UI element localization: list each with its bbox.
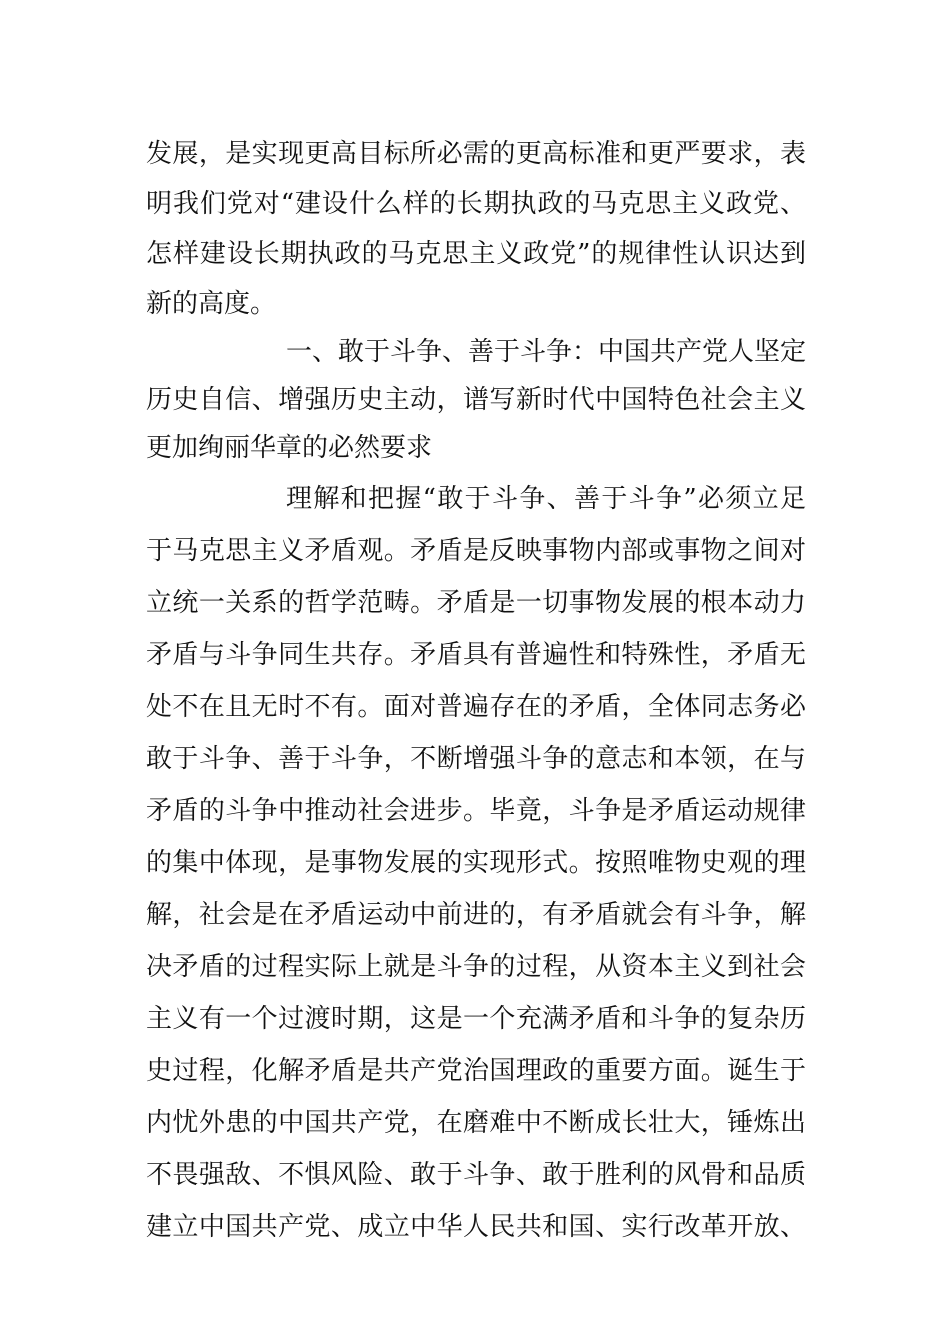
text-line: 内忧外患的中国共产党，在磨难中不断成长壮大，锤炼出 xyxy=(146,1108,806,1138)
text-line: 发展，是实现更高目标所必需的更高标准和更严要求，表 xyxy=(146,139,806,169)
text-line: 处不在且无时不有。面对普遍存在的矛盾，全体同志务必 xyxy=(146,692,806,722)
text-line: 矛盾与斗争同生共存。矛盾具有普遍性和特殊性，矛盾无 xyxy=(146,640,806,670)
heading-line: 更加绚丽华章的必然要求 xyxy=(146,433,433,463)
text-line: 主义有一个过渡时期，这是一个充满矛盾和斗争的复杂历 xyxy=(146,1004,806,1034)
section-heading xyxy=(146,337,806,463)
paragraph-1 xyxy=(146,139,806,319)
text-line: 怎样建设长期执政的马克思主义政党”的规律性认识达到 xyxy=(146,239,806,269)
text-line: 理解和把握“敢于斗争、善于斗争”必须立足 xyxy=(286,484,806,514)
text-line: 明我们党对“建设什么样的长期执政的马克思主义政党、 xyxy=(146,189,806,219)
text-line: 矛盾的斗争中推动社会进步。毕竟，斗争是矛盾运动规律 xyxy=(146,796,806,826)
text-line: 不畏强敌、不惧风险、敢于斗争、敢于胜利的风骨和品质 xyxy=(146,1160,806,1190)
heading-line: 一、敢于斗争、善于斗争：中国共产党人坚定 xyxy=(286,337,807,367)
text-line: 解，社会是在矛盾运动中前进的，有矛盾就会有斗争，解 xyxy=(146,900,806,930)
text-line: 的集中体现，是事物发展的实现形式。按照唯物史观的理 xyxy=(146,848,806,878)
text-line: 决矛盾的过程实际上就是斗争的过程，从资本主义到社会 xyxy=(146,952,806,982)
text-line: 建立中国共产党、成立中华人民共和国、实行改革开放、 xyxy=(146,1212,806,1242)
text-line: 敢于斗争、善于斗争，不断增强斗争的意志和本领，在与 xyxy=(146,744,806,774)
heading-line: 历史自信、增强历史主动，谱写新时代中国特色社会主义 xyxy=(146,385,806,415)
text-line: 于马克思主义矛盾观。矛盾是反映事物内部或事物之间对 xyxy=(146,536,806,566)
paragraph-3 xyxy=(146,484,806,1242)
text-line: 史过程，化解矛盾是共产党治国理政的重要方面。诞生于 xyxy=(146,1056,806,1086)
text-line: 新的高度。 xyxy=(146,289,277,319)
text-line: 立统一关系的哲学范畴。矛盾是一切事物发展的根本动力 xyxy=(146,588,806,618)
